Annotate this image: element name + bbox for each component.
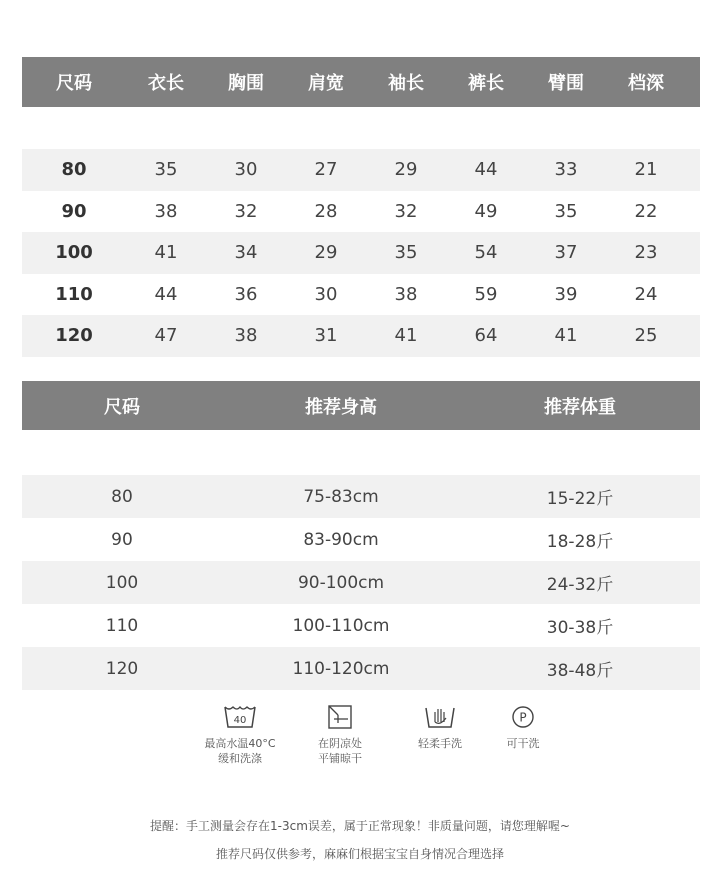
care-item-wash [190,704,290,766]
table-cell: 37 [554,242,578,264]
header-weight: 推荐体重 [544,396,616,418]
recommendation-row [22,475,700,518]
header-arm: 臂围 [548,73,584,94]
recommendation-row [22,561,700,604]
table-cell: 44 [154,283,178,305]
care-label [190,736,290,766]
care-label-line: 平铺晾干 [318,752,362,765]
table-cell: 100 [55,242,93,264]
size-row [22,232,700,274]
table-cell: 120 [55,325,93,347]
table-cell: 38 [154,200,178,222]
care-item-handwash [400,704,480,751]
wash-40-icon [223,704,257,730]
table-cell: 64 [474,325,498,347]
table-cell: 30 [314,283,338,305]
table-cell: 35 [394,242,418,264]
table-cell: 38 [234,325,258,347]
table-cell: 100-110cm [292,615,390,636]
size-row [22,191,700,233]
table-cell: 38 [394,283,418,305]
table-cell: 27 [314,159,338,181]
table-cell: 34 [234,242,258,264]
measurement-note: 提醒：手工测量会存在1-3cm误差，属于正常现象！非质量问题，请您理解喔~ [150,819,570,833]
size-advice-note: 推荐尺码仅供参考，麻麻们根据宝宝自身情况合理选择 [215,847,504,861]
table-cell: 30-38斤 [546,618,614,638]
table-cell: 33 [554,159,578,181]
care-item-dryclean [488,704,558,751]
header-sleeve: 袖长 [388,73,424,94]
recommendation-row [22,518,700,561]
table-cell: 41 [154,242,178,264]
table-cell: 54 [474,242,498,264]
table-cell: 22 [634,200,658,222]
care-label-line: 最高水温40°C [204,737,276,750]
size-row [22,149,700,191]
table-cell: 28 [314,200,338,222]
table-cell: 90-100cm [297,572,385,593]
recommendation-header [22,381,700,430]
dry-clean-p-icon [510,704,536,730]
header-pants-length: 裤长 [468,73,504,94]
header-length: 衣长 [148,73,184,94]
header-crotch: 档深 [628,73,664,94]
dry-flat-shade-icon [327,704,353,730]
header-chest: 胸围 [228,73,264,94]
recommendation-row [22,604,700,647]
header-shoulder: 肩宽 [308,73,344,94]
table-cell: 120 [105,658,139,679]
header-size: 尺码 [56,73,92,94]
table-cell: 23 [634,242,658,264]
table-cell: 32 [234,200,258,222]
table-cell: 38-48斤 [546,661,614,681]
table-cell: 47 [154,325,178,347]
table-cell: 30 [234,159,258,181]
care-label-line: 缓和洗涤 [218,752,262,765]
care-label-line: 可干洗 [506,737,540,750]
table-cell: 15-22斤 [546,489,614,509]
table-cell: 24 [634,283,658,305]
size-row [22,315,700,357]
table-cell: 80 [61,159,87,181]
table-cell: 35 [154,159,178,181]
care-label [488,736,558,751]
table-spacer [22,430,700,475]
table-cell: 75-83cm [303,486,379,507]
table-cell: 41 [394,325,418,347]
table-cell: 90 [61,200,87,222]
recommendation-row [22,647,700,690]
table-cell: 110-120cm [292,658,390,679]
care-label [400,736,480,751]
table-cell: 35 [554,200,578,222]
table-cell: 29 [394,159,418,181]
table-cell: 90 [111,529,133,550]
recommendation-table [22,381,700,690]
table-cell: 100 [105,572,139,593]
table-cell: 24-32斤 [546,575,614,595]
table-cell: 83-90cm [303,529,379,550]
care-label-line: 在阴凉处 [318,737,362,750]
table-spacer [22,107,700,149]
table-cell: 49 [474,200,498,222]
wash-temp-text: 40 [233,715,247,726]
table-cell: 110 [105,615,139,636]
table-cell: 39 [554,283,578,305]
table-cell: 32 [394,200,418,222]
hand-wash-icon [424,704,456,730]
table-cell: 59 [474,283,498,305]
table-cell: 80 [111,486,133,507]
table-cell: 110 [55,283,93,305]
table-cell: 18-28斤 [546,532,614,552]
table-cell: 41 [554,325,578,347]
table-cell: 36 [234,283,258,305]
table-cell: 21 [634,159,658,181]
care-label-line: 轻柔手洗 [418,737,462,750]
care-label [300,736,380,766]
size-chart-header [22,57,700,107]
size-chart-table [22,57,700,357]
table-cell: 44 [474,159,498,181]
size-row [22,274,700,316]
dry-clean-letter: P [519,710,527,725]
header-height: 推荐身高 [305,396,377,418]
care-item-dry [300,704,380,766]
care-instructions [0,704,720,794]
table-cell: 31 [314,325,338,347]
table-cell: 25 [634,325,658,347]
table-cell: 29 [314,242,338,264]
header-size: 尺码 [104,396,140,418]
